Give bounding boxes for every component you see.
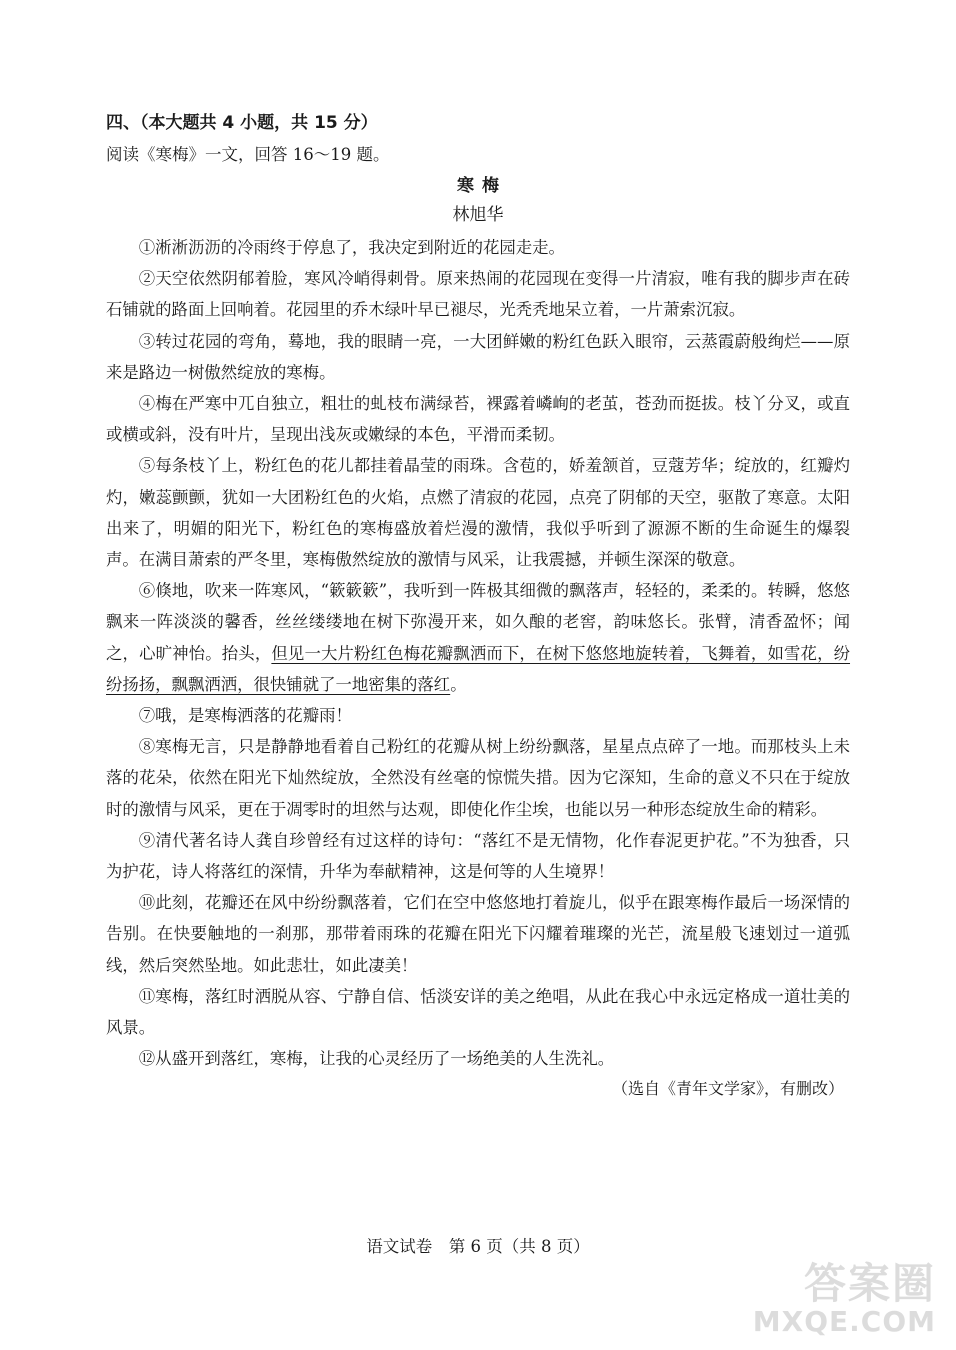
- section-heading: 四、（本大题共 4 小题，共 15 分）: [106, 113, 378, 133]
- paragraph-9: ⑨清代著名诗人龚自珍曾经有过这样的诗句：“落红不是无情物，化作春泥更护花。”不为独香，只为护花，诗人将落红的深情，升华为奉献精神，这是何等的人生境界！: [106, 830, 850, 882]
- exam-page: [106, 112, 850, 1104]
- paragraph-12: ⑫从盛开到落红，寒梅，让我的心灵经历了一场绝美的人生洗礼。: [138, 1049, 615, 1069]
- page-footer: 语文试卷 第 6 页（共 8 页）: [366, 1237, 590, 1256]
- reading-instruction: 阅读《寒梅》一文，回答 16～19 题。: [106, 145, 390, 164]
- paragraph-5: ⑤每条枝丫上，粉红色的花儿都挂着晶莹的雨珠。含苞的，娇羞颔首，豆蔻芳华；绽放的，红瓣灼灼，嫩蕊颤颤，犹如一大团粉红色的火焰，点燃了清寂的花园，点亮了阴郁的天空，驱散了寒意。太阳出来了，明媚的阳光下，粉红色的寒梅盛放着烂漫的激情，我似乎听到了源源不断的生命诞生的爆裂声。在满目萧索的严冬里，寒梅傲然绽放的激情与风采，让我震撼，并顿生深深的敬意。: [106, 456, 850, 570]
- paragraph-6-tail: 。: [450, 674, 467, 694]
- watermark-logo: [726, 1259, 936, 1342]
- paragraph-1: ①淅淅沥沥的冷雨终于停息了，我决定到附近的花园走走。: [138, 238, 565, 257]
- watermark-text-top: 答案圈: [803, 1259, 936, 1308]
- article-title: 寒梅: [457, 176, 507, 196]
- paragraph-4: ④梅在严寒中兀自独立，粗壮的虬枝布满绿苔，裸露着嶙峋的老茧，苍劲而挺拔。枝丫分叉，或直或横或斜，没有叶片，呈现出浅灰或嫩绿的本色，平滑而柔韧。: [106, 394, 850, 445]
- paragraph-6: [106, 575, 850, 700]
- underlined-sentence: 但见一大片粉红色梅花瓣飘洒而下，在树下悠悠地旋转着，飞舞着，如雪花，纷纷扬扬，飘飘洒洒，很快铺就了一地密集的落红: [106, 643, 851, 694]
- paragraph-8: ⑧寒梅无言，只是静静地看着自己粉红的花瓣从树上纷纷飘落，星星点点碎了一地。而那枝头上未落的花朵，依然在阳光下灿然绽放，全然没有丝毫的惊慌失措。因为它深知，生命的意义不只在于绽放时的激情与风采，更在于凋零时的坦然与达观，即使化作尘埃，也能以另一种形态绽放生命的精彩。: [106, 737, 850, 819]
- paragraph-6-lead: ⑥倏地，吹来一阵寒风，“簌簌簌”，我听到一阵极其细微的飘落声，轻轻的，柔柔的。转瞬，悠悠飘来一阵淡淡的馨香，丝丝缕缕地在树下弥漫开来，如久酿的老窖，韵味悠长。张臂，清香盈怀；闻之，心旷神怡。抬头，: [106, 581, 850, 663]
- watermark-text-bottom: MXQE.COM: [752, 1305, 936, 1338]
- paragraph-10: ⑩此刻，花瓣还在风中纷纷飘落着，它们在空中悠悠地打着旋儿，似乎在跟寒梅作最后一场深情的告别。在快要触地的一刹那，那带着雨珠的花瓣在阳光下闪耀着璀璨的光芒，流星般飞速划过一道弧线，然后突然坠地。如此悲壮，如此凄美！: [106, 893, 850, 975]
- paragraph-3: ③转过花园的弯角，蓦地，我的眼睛一亮，一大团鲜嫩的粉红色跃入眼帘，云蒸霞蔚般绚烂——原来是路边一树傲然绽放的寒梅。: [106, 331, 850, 382]
- article-author: 林旭华: [452, 205, 504, 225]
- paragraph-11: ⑪寒梅，落红时洒脱从容、宁静自信、恬淡安详的美之绝唱，从此在我心中永远定格成一道壮美的风景。: [106, 986, 850, 1038]
- paragraph-7: ⑦哦，是寒梅洒落的花瓣雨！: [138, 706, 352, 726]
- article-body: [106, 232, 850, 1074]
- paragraph-2: ②天空依然阴郁着脸，寒风冷峭得刺骨。原来热闹的花园现在变得一片清寂，唯有我的脚步声在砖石铺就的路面上回响着。花园里的乔木绿叶早已褪尽，光秃秃地呆立着，一片萧索沉寂。: [106, 269, 850, 320]
- article-source: （选自《青年文学家》，有删改）: [611, 1079, 844, 1099]
